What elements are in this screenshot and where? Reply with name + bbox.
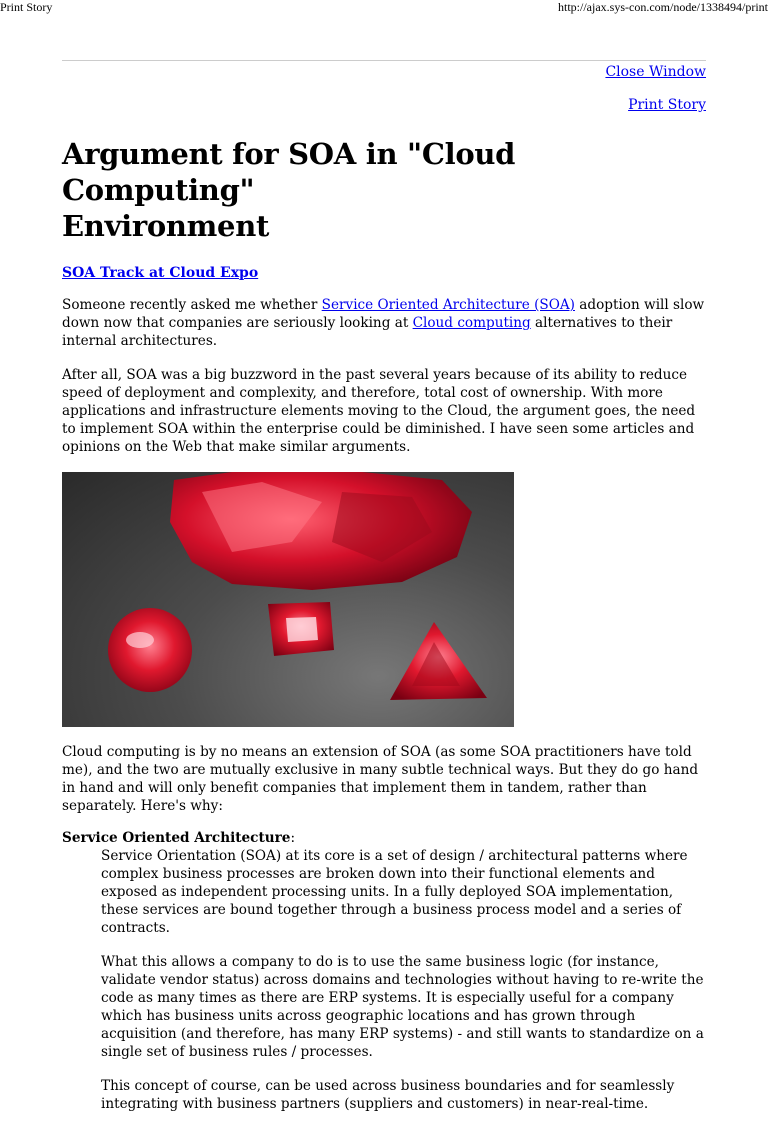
article-title bbox=[62, 136, 708, 244]
ruby-gemstones-photo bbox=[62, 472, 514, 727]
article bbox=[62, 136, 708, 1129]
intro-text-1: Someone recently asked me whether bbox=[62, 297, 322, 313]
print-header bbox=[0, 0, 768, 16]
article-title-line-2: Environment bbox=[62, 209, 270, 243]
close-window-link[interactable]: Close Window bbox=[605, 64, 706, 80]
paragraph-cloud-vs-soa: Cloud computing is by no means an extension of SOA (as some SOA practitioners have told me), and the two are mutually exclusive in many subtle technical ways. But they do go hand in hand and will only benefit companies that implement them in tandem, rather than separately. Here's why: bbox=[62, 744, 699, 814]
print-story-link[interactable]: Print Story bbox=[628, 97, 706, 113]
section-body bbox=[101, 847, 708, 1113]
section-paragraph: What this allows a company to do is to use the same business logic (for instance, validate vendor status) across domains and technologies without having to re-write the code as many times as there are ERP systems. It is especially useful for a company which has business units across geographic locations and has grown through acquisition (and therefore, has many ERP systems) - and still wants to standardize on a single set of business rules / processes. bbox=[101, 954, 704, 1060]
section-heading bbox=[62, 829, 708, 847]
print-header-title: Print Story bbox=[0, 0, 53, 14]
cloud-computing-link[interactable]: Cloud computing bbox=[412, 315, 531, 331]
intro-text-3: alternatives to their internal architectures. bbox=[62, 315, 673, 349]
intro-text-2: adoption will slow down now that companies are seriously looking at bbox=[62, 297, 705, 331]
section-paragraph: Service Orientation (SOA) at its core is a set of design / architectural patterns where complex business processes are broken down into their functional elements and exposed as independent processing units. In a fully deployed SOA implementation, these services are bound together through a business process model and a series of contracts. bbox=[101, 848, 688, 936]
soa-link[interactable]: Service Oriented Architecture (SOA) bbox=[321, 297, 575, 313]
article-title-line-1: Argument for SOA in "Cloud Computing" bbox=[62, 137, 516, 207]
section-colon: : bbox=[290, 830, 296, 846]
print-header-url: http://ajax.sys-con.com/node/1338494/print bbox=[558, 0, 768, 14]
section-paragraph: This concept of course, can be used across business boundaries and for seamlessly integrating with business partners (suppliers and customers) in near-real-time. bbox=[101, 1078, 675, 1112]
section-title: Service Oriented Architecture bbox=[62, 830, 291, 846]
soa-track-link[interactable]: SOA Track at Cloud Expo bbox=[62, 265, 259, 281]
top-divider bbox=[62, 60, 706, 61]
ruby-gemstones-illustration bbox=[62, 472, 514, 727]
intro-paragraph bbox=[62, 296, 708, 350]
paragraph-buzzword: After all, SOA was a big buzzword in the past several years because of its ability to reduce speed of deployment and complexity, and therefore, total cost of ownership. With more applications and infrastructure elements moving to the Cloud, the argument goes, the need to implement SOA within the enterprise could be diminished. I have seen some articles and opinions on the Web that make similar arguments. bbox=[62, 367, 696, 455]
